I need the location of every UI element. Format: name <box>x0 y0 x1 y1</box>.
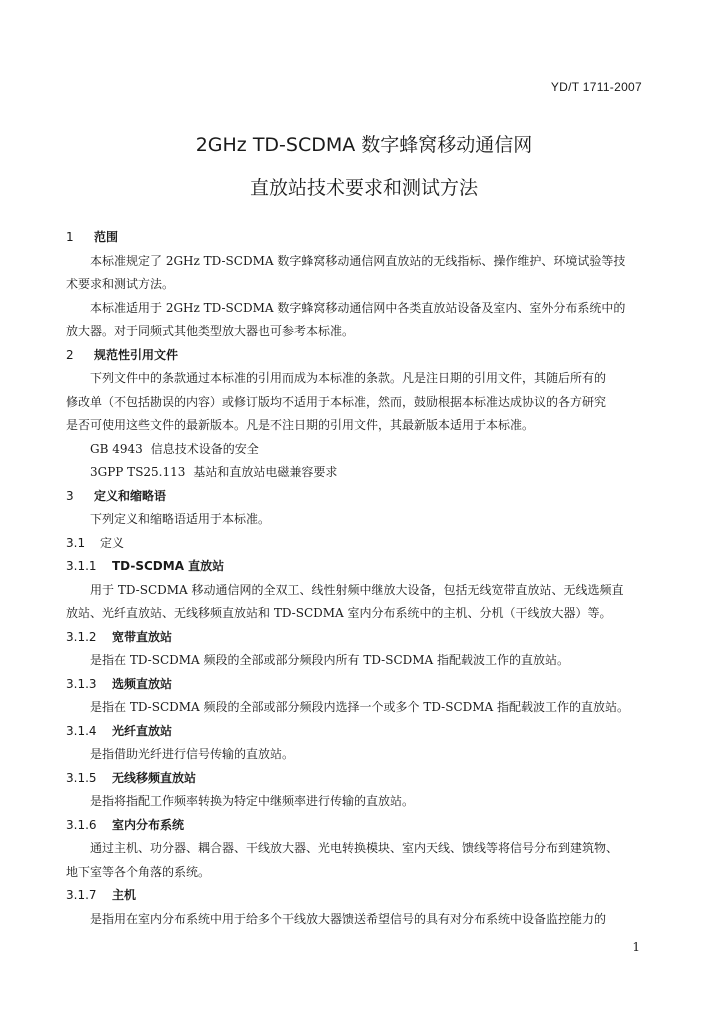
section-title: 范围 <box>94 230 119 244</box>
paragraph-line: 是指将指配工作频率转换为特定中继频率进行传输的直放站。 <box>90 794 415 808</box>
definition-heading <box>66 884 646 908</box>
paragraph-line: 本标准规定了 2GHz TD-SCDMA 数字蜂窝移动通信网直放站的无线指标、操作维护、环境试验等技 <box>90 253 626 268</box>
definition-term: 选频直放站 <box>112 676 173 691</box>
definition-number: 3.1.6 <box>66 817 97 832</box>
paragraph-line: 是指在 TD-SCDMA 频段的全部或部分频段内选择一个或多个 TD-SCDMA 指配载波工作的直放站。 <box>90 700 630 714</box>
definition-term: 光纤直放站 <box>112 723 173 738</box>
definition-term: TD-SCDMA 直放站 <box>112 559 225 573</box>
definition-number: 3.1.5 <box>66 770 97 785</box>
section-number: 3 <box>66 488 74 503</box>
definition-heading <box>66 555 646 579</box>
subsection-title: 定义 <box>100 535 125 550</box>
reference-code: GB 4943 <box>90 441 143 456</box>
definition-heading <box>66 626 646 650</box>
definition-term: 宽带直放站 <box>112 629 173 644</box>
paragraph-line: 下列文件中的条款通过本标准的引用而成为本标准的条款。凡是注日期的引用文件，其随后所有的 <box>90 371 607 385</box>
paragraph-line: 放站、光纤直放站、无线移频直放站和 TD-SCDMA 室内分布系统中的主机、分机（干线放大器）等。 <box>66 606 612 620</box>
definition-number: 3.1.7 <box>66 888 97 902</box>
reference-code: 3GPP TS25.113 <box>90 465 186 479</box>
reference-item <box>66 438 646 462</box>
paragraph-line: 本标准适用于 2GHz TD-SCDMA 数字蜂窝移动通信网中各类直放站设备及室内、室外分布系统中的 <box>90 300 626 315</box>
standard-number: YD/T 1711-2007 <box>550 80 642 94</box>
paragraph-line: 用于 TD-SCDMA 移动通信网的全双工、线性射频中继放大设备，包括无线宽带直放站、无线选频直 <box>90 582 624 597</box>
paragraph-line: 术要求和测试方法。 <box>66 277 175 291</box>
document-title-line-2: 直放站技术要求和测试方法 <box>249 177 478 199</box>
definition-number: 3.1.4 <box>66 723 97 738</box>
page-number: 1 <box>632 940 640 954</box>
reference-title: 信息技术设备的安全 <box>150 441 259 456</box>
subsection-heading <box>66 532 646 556</box>
definition-number: 3.1.3 <box>66 676 97 691</box>
section-heading-1 <box>66 226 646 250</box>
reference-item <box>66 461 646 485</box>
paragraph-line: 是否可使用这些文件的最新版本。凡是不注日期的引用文件，其最新版本适用于本标准。 <box>66 418 535 432</box>
definition-heading <box>66 673 646 697</box>
paragraph-line: 修改单（不包括勘误的内容）或修订版均不适用于本标准，然而，鼓励根据本标准达成协议的各方研究 <box>66 394 607 409</box>
definition-term: 主机 <box>112 888 137 902</box>
definition-term: 无线移频直放站 <box>112 770 197 785</box>
paragraph-line: 放大器。对于同频式其他类型放大器也可参考本标准。 <box>66 324 355 338</box>
section-title: 规范性引用文件 <box>94 347 179 362</box>
paragraph-line: 地下室等各个角落的系统。 <box>66 864 211 879</box>
definition-term: 室内分布系统 <box>112 817 185 832</box>
subsection-number: 3.1 <box>66 535 86 550</box>
section-number: 2 <box>66 347 74 362</box>
definition-number: 3.1.1 <box>66 559 97 573</box>
reference-title: 基站和直放站电磁兼容要求 <box>193 465 338 479</box>
paragraph-line: 下列定义和缩略语适用于本标准。 <box>90 512 271 526</box>
section-heading-3 <box>66 485 646 509</box>
section-heading-2 <box>66 344 646 368</box>
paragraph-line: 是指用在室内分布系统中用于给多个干线放大器馈送希望信号的具有对分布系统中设备监控能力的 <box>90 911 607 926</box>
paragraph-line: 通过主机、功分器、耦合器、干线放大器、光电转换模块、室内天线、馈线等将信号分布到建筑物、 <box>90 841 619 855</box>
definition-number: 3.1.2 <box>66 629 97 644</box>
paragraph-line: 是指借助光纤进行信号传输的直放站。 <box>90 747 295 761</box>
document-body <box>66 226 646 931</box>
document-title-line-1: 2GHz TD-SCDMA 数字蜂窝移动通信网 <box>195 134 533 156</box>
paragraph-line: 是指在 TD-SCDMA 频段的全部或部分频段内所有 TD-SCDMA 指配载波工作的直放站。 <box>90 653 570 667</box>
definition-heading <box>66 767 646 791</box>
definition-heading <box>66 720 646 744</box>
section-title: 定义和缩略语 <box>94 488 167 503</box>
definition-heading <box>66 814 646 838</box>
section-number: 1 <box>66 230 74 244</box>
